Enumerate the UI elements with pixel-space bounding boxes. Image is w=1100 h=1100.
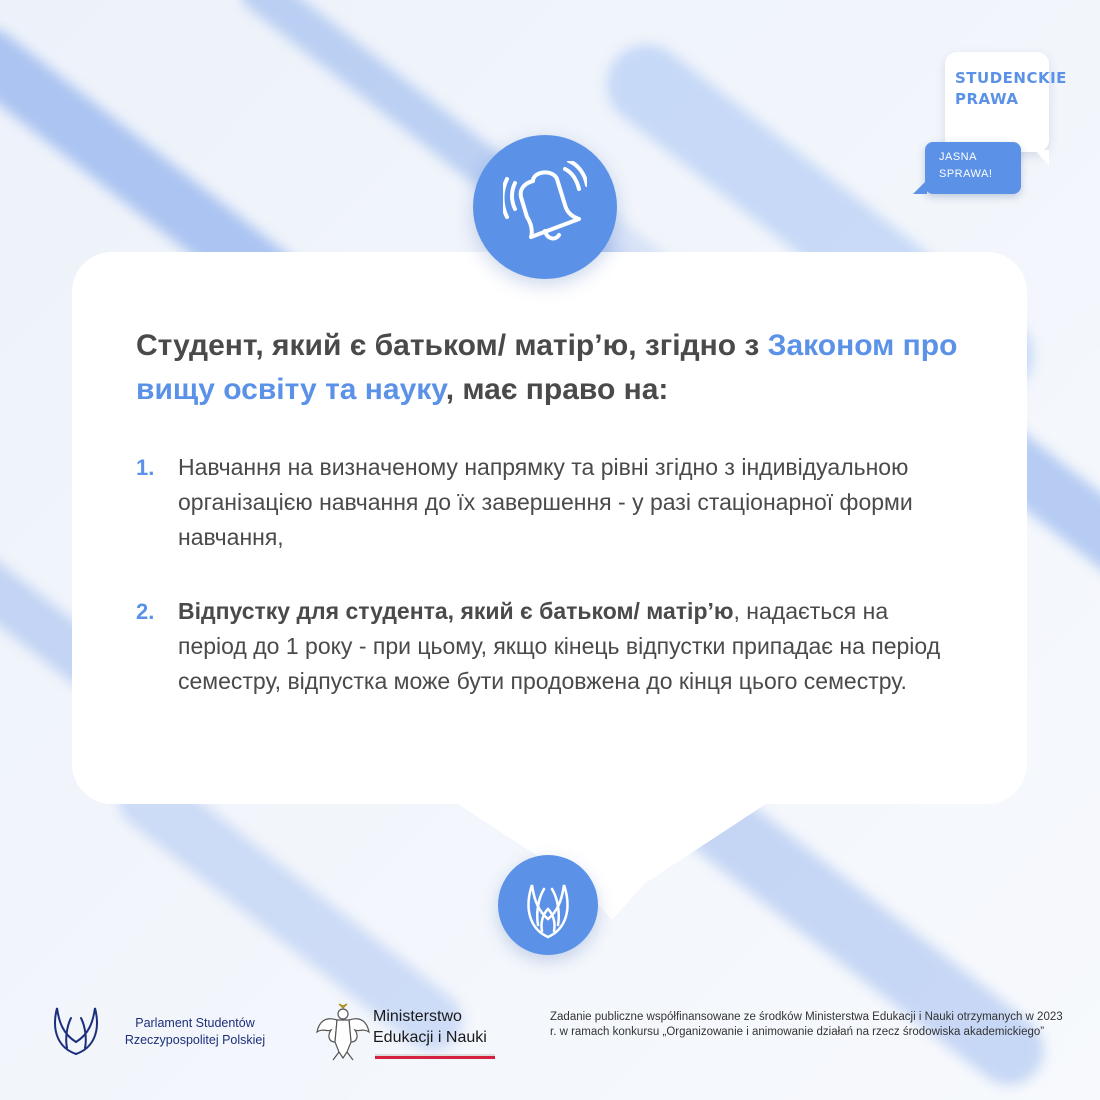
men-line1: Ministerstwo [373,1008,462,1025]
men-line2: Edukacji i Nauki [373,1029,487,1046]
psrp-line2: Rzeczypospolitej Polskiej [124,1033,266,1047]
funding-note: Zadanie publiczne współfinansowane ze środków Ministerstwa Edukacji i Nauki otrzymanych w 2023 r. w ramach konkursu „Organizowanie i animowanie działań na rzecz środowiska akademickiego” [550,1011,1063,1038]
card-heading [136,324,996,412]
psrp-line1: Parlament Studentów [135,1016,255,1030]
logo-tag2: SPRAWA! [939,168,993,180]
logo-line2: PRAWA [955,90,1019,108]
list-item-text: Відпустку для студента, який є батьком/ матір’ю, надається на період до 1 року - при цьому, якщо кінець відпустки припадає на період семестру, відпустка може бути продовжена до кінця цього семестру. [178,598,941,694]
bell-badge [473,135,617,279]
logo-tag1: JASNA [939,151,977,163]
heading-part2: , має право на: [445,373,669,406]
studenckie-prawa-logo [905,52,1067,202]
list-item-text: Навчання на визначеному напрямку та рівні згідно з індивідуальною організацією навчання до їх завершення - у разі стаціонарної форми навчання, [178,454,913,550]
polish-flag-stripe [375,1054,495,1059]
eagle-emblem-icon [315,1002,371,1062]
logo-bubble-white [945,52,1067,152]
psrp-footer-logo [45,1002,305,1062]
logo-line1: STUDENCKIE [955,69,1067,87]
men-footer-logo [315,1002,515,1066]
list-item-number: 2. [136,599,155,624]
logo-bubble-blue [925,142,1021,194]
bell-icon [503,161,587,251]
list-item-number: 1. [136,455,155,480]
psrp-badge [498,855,598,955]
heading-part1: Студент, який є батьком/ матір’ю, згідно з [136,329,768,362]
psrp-wings-icon [516,869,580,941]
list-item-bold: Відпустку для студента, який є батьком/ матір’ю [178,598,734,624]
info-card [72,252,1027,804]
psrp-wings-icon [45,1002,107,1058]
heading-law-link: Законом про вищу освіту та науку [136,329,958,406]
